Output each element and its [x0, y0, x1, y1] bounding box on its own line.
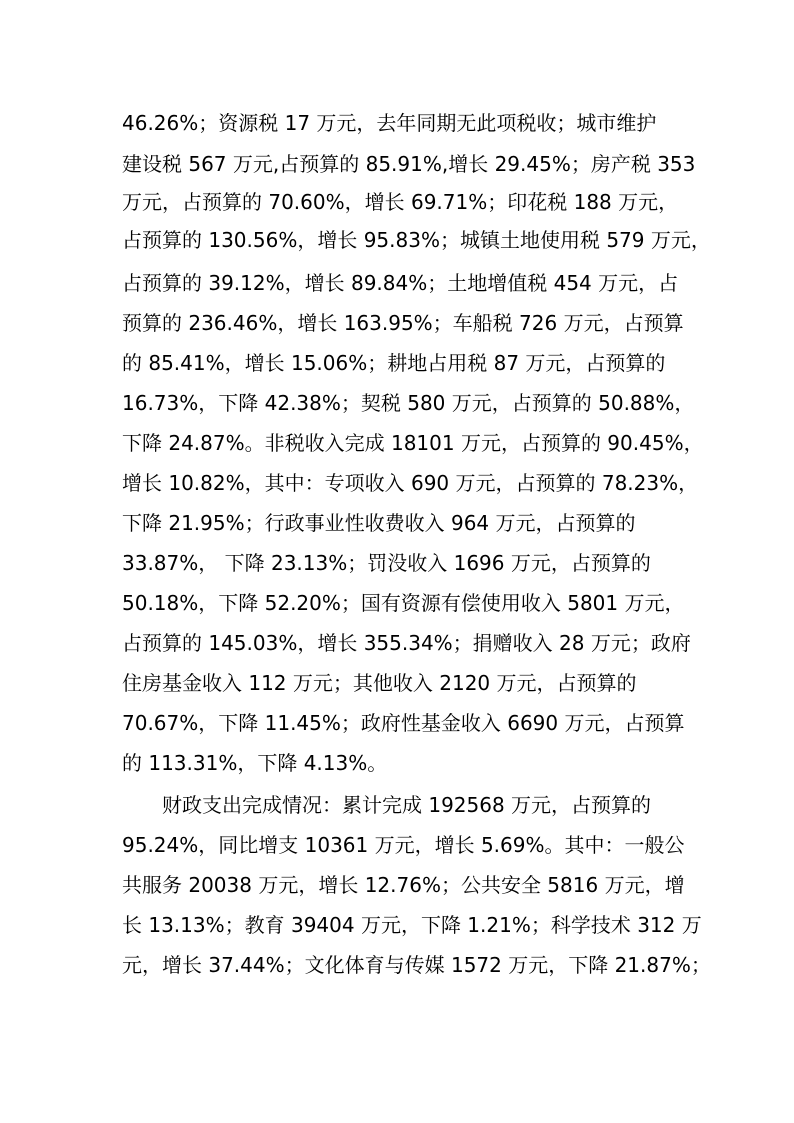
text-line-14: 占预算的 145.03%，增长 355.34%；捐赠收入 28 万元；政府	[122, 631, 691, 655]
paragraph-start-line: 财政支出完成情况：累计完成 192568 万元，占预算的	[162, 793, 652, 817]
text-line-12: 33.87%， 下降 23.13%；罚没收入 1696 万元，占预算的	[122, 551, 651, 575]
text-line-10: 增长 10.82%，其中：专项收入 690 万元，占预算的 78.23%，	[122, 471, 699, 495]
text-line-8: 16.73%，下降 42.38%；契税 580 万元，占预算的 50.88%，	[122, 391, 695, 415]
text-line-4: 占预算的 130.56%，增长 95.83%；城镇土地使用税 579 万元，	[122, 228, 711, 252]
text-line-1: 46.26%；资源税 17 万元，去年同期无此项税收；城市维护	[122, 111, 657, 135]
text-line-17: 的 113.31%，下降 4.13%。	[122, 751, 388, 775]
text-line-9: 下降 24.87%。非税收入完成 18101 万元，占预算的 90.45%，	[122, 431, 704, 455]
text-line-20: 共服务 20038 万元，增长 12.76%；公共安全 5816 万元，增	[122, 873, 685, 897]
text-line-3: 万元，占预算的 70.60%，增长 69.71%；印花税 188 万元，	[122, 190, 679, 214]
text-line-19: 95.24%，同比增支 10361 万元，增长 5.69%。其中：一般公	[122, 833, 685, 857]
text-line-6: 预算的 236.46%，增长 163.95%；车船税 726 万元，占预算	[122, 311, 684, 335]
text-line-15: 住房基金收入 112 万元；其他收入 2120 万元，占预算的	[122, 671, 637, 695]
text-line-13: 50.18%，下降 52.20%；国有资源有偿使用收入 5801 万元，	[122, 591, 685, 615]
text-line-2: 建设税 567 万元,占预算的 85.91%,增长 29.45%；房产税 353	[122, 152, 696, 176]
text-line-21: 长 13.13%；教育 39404 万元，下降 1.21%；科学技术 312 万	[122, 913, 702, 937]
text-line-16: 70.67%，下降 11.45%；政府性基金收入 6690 万元，占预算	[122, 711, 685, 735]
text-line-22: 元，增长 37.44%；文化体育与传媒 1572 万元，下降 21.87%；	[122, 953, 711, 977]
text-line-7: 的 85.41%，增长 15.06%；耕地占用税 87 万元，占预算的	[122, 351, 666, 375]
text-line-11: 下降 21.95%；行政事业性收费收入 964 万元，占预算的	[122, 511, 636, 535]
text-line-5: 占预算的 39.12%，增长 89.84%；土地增值税 454 万元，占	[122, 271, 679, 295]
